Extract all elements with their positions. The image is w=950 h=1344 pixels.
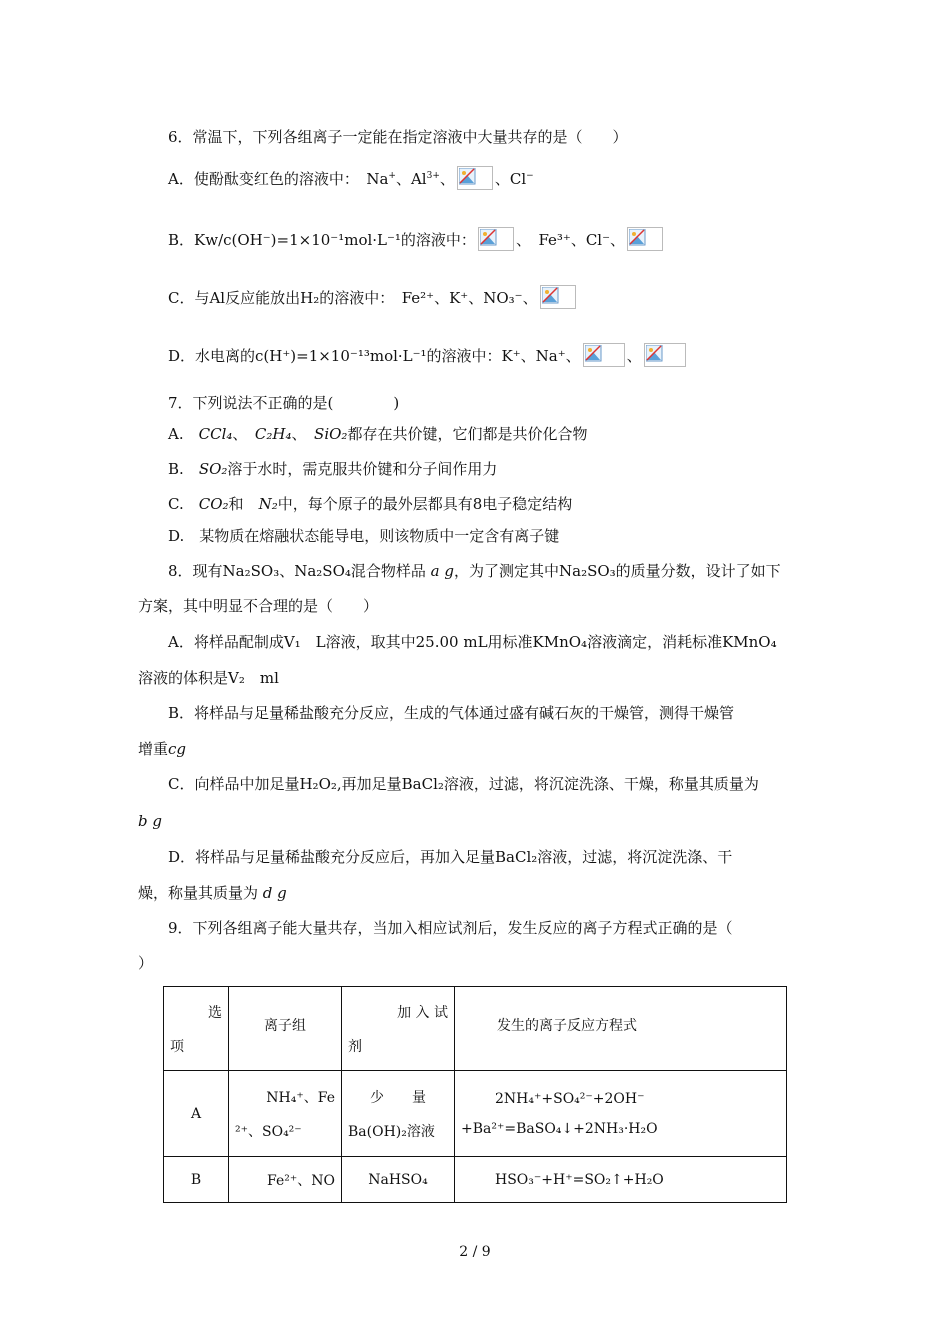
q7-option-a	[168, 424, 587, 444]
row-b-reagent: NaHSO₄	[342, 1157, 455, 1203]
q6-a-post2: 、Cl	[494, 170, 527, 188]
q8-l1a: 8．现有Na₂SO₃、Na₂SO₄混合物样品	[168, 562, 426, 580]
q8-d-line2	[138, 883, 287, 903]
row-b-ions: Fe²⁺、NO	[229, 1157, 342, 1203]
q7-a-formula-c2h4: C₂H₄	[254, 425, 292, 443]
row-a-equation	[455, 1071, 787, 1157]
th-option-a: 选	[208, 1004, 222, 1021]
table-row	[164, 1157, 787, 1203]
q6-a-mid: 、Al	[395, 170, 427, 188]
row-b-equation: HSO₃⁻+H⁺=SO₂↑+H₂O	[455, 1157, 787, 1203]
q9-line2: ）	[138, 954, 154, 972]
row-a-reagent	[342, 1071, 455, 1157]
table-header-row	[164, 987, 787, 1071]
row-a-ions	[229, 1071, 342, 1157]
q6-a-sup1: +	[388, 171, 396, 181]
th-equation: 发生的离子反应方程式	[455, 987, 787, 1071]
q7-a-sep2: 、	[291, 425, 300, 443]
q8-line1	[168, 561, 781, 581]
row-b-option: B	[164, 1157, 229, 1203]
image-placeholder-icon	[583, 343, 625, 367]
row-a-eq-1: 2NH₄⁺+SO₄²⁻+2OH⁻	[495, 1090, 645, 1107]
image-placeholder-icon	[478, 227, 514, 251]
q6-option-c	[168, 285, 578, 309]
q8-c-line1: C．向样品中加足量H₂O₂,再加足量BaCl₂溶液，过滤，将沉淀洗涤、干燥，称量其质量为	[168, 775, 759, 793]
q7-b-label: B.	[168, 460, 184, 478]
q6-option-b	[168, 227, 665, 251]
q8-b-line2	[138, 739, 186, 759]
th-reagent-b: 剂	[348, 1038, 362, 1055]
q6-a-pre: A．使酚酞变红色的溶液中： Na	[168, 170, 389, 188]
q6-d-text: D．水电离的c(H⁺)=1×10⁻¹³mol·L⁻¹的溶液中：K⁺、Na⁺、	[168, 347, 581, 365]
q7-c-text: 中，每个原子的最外层都具有8电子稳定结构	[277, 495, 573, 513]
row-a-reagent-1: 少 量	[370, 1089, 426, 1106]
q8-l1b: ，为了测定其中Na₂SO₃的质量分数，设计了如下	[454, 562, 781, 580]
q6-b-text: B．Kw/c(OH⁻)=1×10⁻¹mol·L⁻¹的溶液中：	[168, 231, 476, 249]
page-number: 2 / 9	[459, 1244, 491, 1260]
q8-l1-var: a g	[430, 562, 454, 580]
q7-a-text: 都存在共价键，它们都是共价化合物	[347, 425, 588, 443]
q8-line2: 方案，其中明显不合理的是（ ）	[138, 597, 379, 615]
q6-a-post1: 、	[439, 170, 455, 188]
image-placeholder-icon	[644, 343, 686, 367]
q7-option-d: D. 某物质在熔融状态能导电，则该物质中一定含有离子键	[168, 527, 560, 545]
q6-option-d	[168, 343, 688, 367]
q7-option-c	[168, 494, 572, 514]
row-a-ions-2: ²⁺、SO₄²⁻	[235, 1123, 302, 1140]
q7-b-text: 溶于水时，需克服共价键和分子间作用力	[227, 460, 498, 478]
q9-line1: 9．下列各组离子能大量共存，当加入相应试剂后，发生反应的离子方程式正确的是（	[168, 919, 733, 937]
q7-c-formula-n2: N₂	[258, 495, 278, 513]
image-placeholder-icon	[540, 285, 576, 309]
q7-a-formula-sio2: SiO₂	[314, 425, 348, 443]
image-placeholder-icon	[627, 227, 663, 251]
q8-a-line2: 溶液的体积是V₂ ml	[138, 669, 279, 687]
q6-a-sup2: 3+	[426, 171, 440, 181]
q6-b-mid: 、 Fe³⁺、Cl⁻、	[515, 231, 626, 249]
q7-a-label: A.	[168, 425, 184, 443]
th-reagent	[342, 987, 455, 1071]
table-row	[164, 1071, 787, 1157]
q6-d-sep: 、	[626, 347, 642, 365]
q7-option-b	[168, 459, 497, 479]
row-a-option: A	[164, 1071, 229, 1157]
q6-option-a	[168, 166, 534, 190]
q8-b-line1: B．将样品与足量稀盐酸充分反应，生成的气体通过盛有碱石灰的干燥管，测得干燥管	[168, 704, 735, 722]
q7-stem: 7．下列说法不正确的是( )	[168, 394, 400, 412]
row-a-eq-2: +Ba²⁺=BaSO₄↓+2NH₃·H₂O	[461, 1120, 658, 1137]
q8-a-line1: A．将样品配制成V₁ L溶液，取其中25.00 mL用标准KMnO₄溶液滴定，消耗标准KMnO₄	[168, 633, 777, 651]
row-a-ions-1: NH₄⁺、Fe	[266, 1089, 335, 1106]
q9-table	[163, 986, 787, 1203]
q8-d-line1: D．将样品与足量稀盐酸充分反应后，再加入足量BaCl₂溶液，过滤，将沉淀洗涤、干	[168, 848, 733, 866]
q6-c-text: C．与Al反应能放出H₂的溶液中： Fe²⁺、K⁺、NO₃⁻、	[168, 289, 538, 307]
th-reagent-a: 加 入 试	[397, 1004, 448, 1021]
q6-a-sup3: −	[526, 171, 534, 181]
q8-d2a: 燥，称量其质量为	[138, 884, 259, 902]
q6-stem: 6．常温下，下列各组离子一定能在指定溶液中大量共存的是（ ）	[168, 128, 628, 146]
row-a-reagent-2: Ba(OH)₂溶液	[348, 1123, 435, 1140]
q8-d2-var: d g	[262, 884, 287, 902]
q8-b2a: 增重	[138, 740, 169, 758]
q8-b2-var: cg	[168, 740, 187, 758]
th-option	[164, 987, 229, 1071]
q7-b-formula: SO₂	[198, 460, 228, 478]
q7-c-label: C.	[168, 495, 184, 513]
q7-a-formula-ccl4: CCl₄	[198, 425, 233, 443]
q7-c-formula-co2: CO₂	[198, 495, 229, 513]
q7-a-sep1: 、	[232, 425, 240, 443]
q8-c-line2: b g	[138, 812, 162, 830]
image-placeholder-icon	[457, 166, 493, 190]
th-option-b: 项	[170, 1038, 184, 1055]
th-ions: 离子组	[229, 987, 342, 1071]
q7-c-and: 和	[228, 495, 244, 513]
